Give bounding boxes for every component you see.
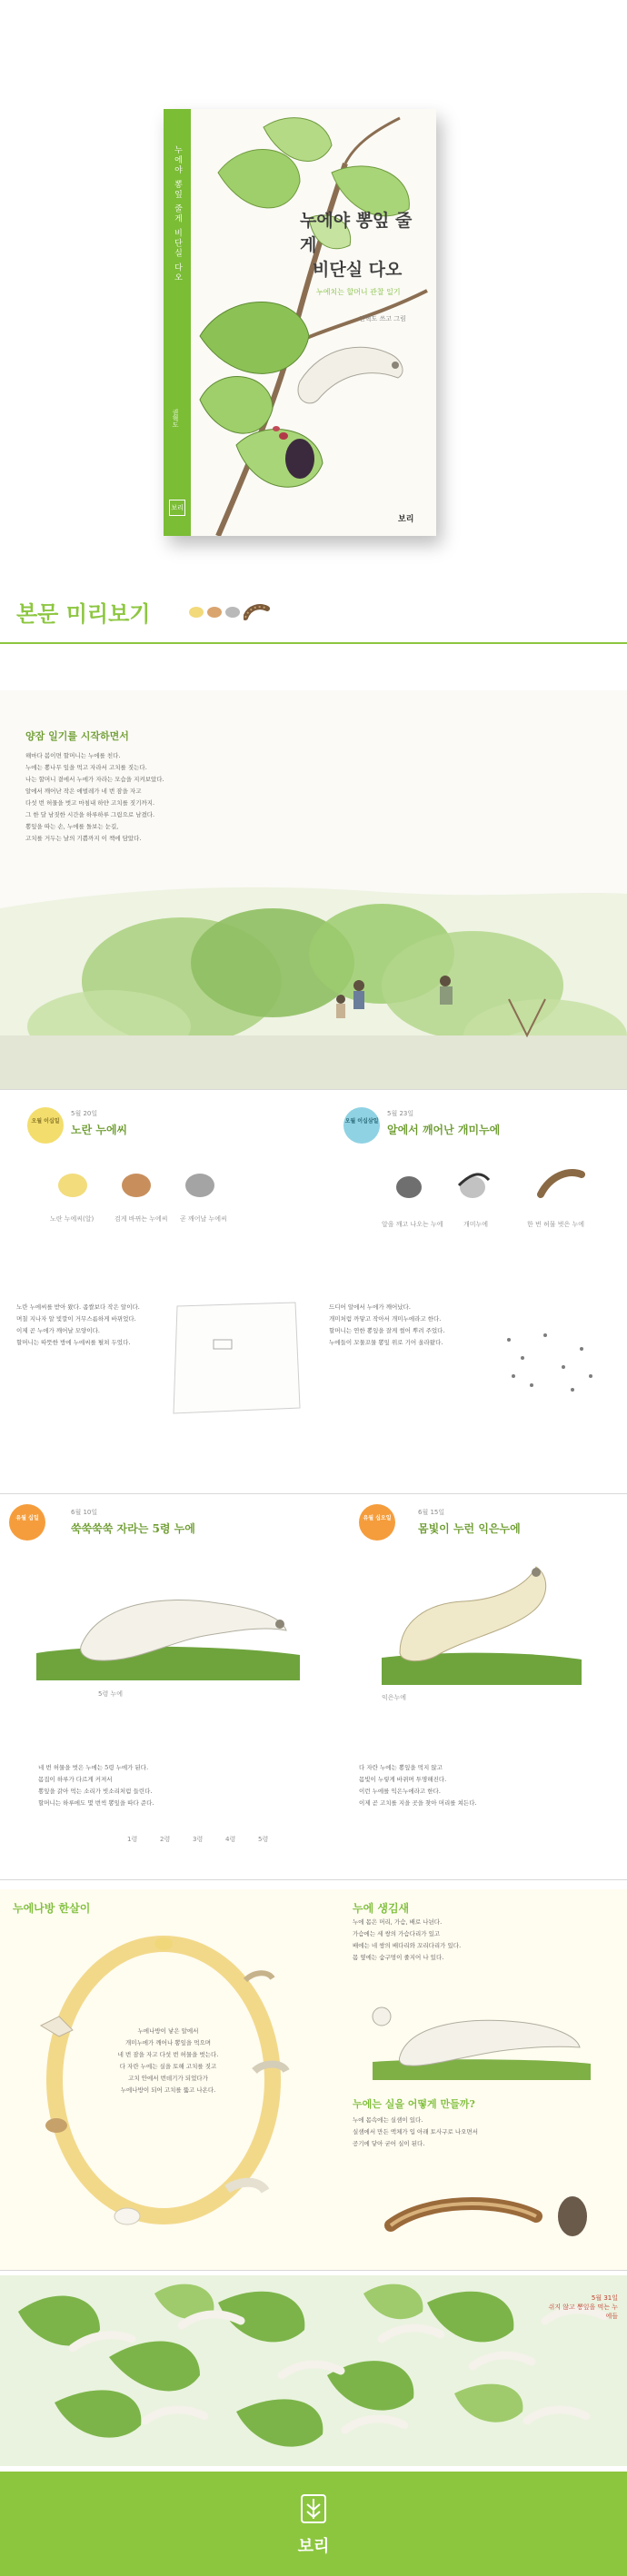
silkworm-anatomy-illustration bbox=[363, 1980, 600, 2080]
instar-size-label: 1령 bbox=[127, 1836, 138, 1843]
spread1-line: 알에서 깨어난 작은 애벌레가 네 번 잠을 자고 bbox=[25, 788, 142, 795]
spread4-left-title: 누에나방 한살이 bbox=[13, 1902, 91, 1915]
body-line: 누에나방이 낳은 알에서 bbox=[137, 2027, 199, 2035]
spread3-right-caption: 익은누에 bbox=[382, 1694, 407, 1701]
body-line: 이제 곧 고치를 지을 곳을 찾아 머리를 쳐든다. bbox=[359, 1799, 477, 1807]
body-line: 몸빛이 누렇게 바뀌며 투명해진다. bbox=[359, 1776, 447, 1783]
spread-fifth-instar bbox=[0, 1499, 627, 1880]
body-line: 몸집이 하루가 다르게 커져서 bbox=[38, 1776, 113, 1783]
larvae-scatter-illustration bbox=[491, 1313, 609, 1412]
spread2-left-title: 노란 누에씨 bbox=[71, 1124, 128, 1136]
book-author: 권혁도 쓰고 그림 bbox=[359, 315, 406, 322]
life-cycle-text bbox=[100, 2026, 236, 2096]
cover-section bbox=[0, 0, 627, 563]
spread2-left-body bbox=[16, 1302, 162, 1349]
book-spine bbox=[164, 109, 191, 536]
body-line: 할머니는 연한 뽕잎을 잘게 썰어 뿌려 주었다. bbox=[329, 1327, 445, 1334]
feeding-tag-caption: 쉬지 않고 뽕잎을 먹는 누에들 bbox=[548, 2304, 618, 2320]
spread1-heading: 양잠 일기를 시작하면서 bbox=[25, 730, 129, 742]
egg-brown-icon bbox=[207, 607, 222, 618]
egg-grey-icon bbox=[225, 607, 240, 618]
instar-size-label: 2령 bbox=[160, 1836, 171, 1843]
body-line: 할머니는 하루에도 몇 번씩 뽕잎을 따다 준다. bbox=[38, 1799, 154, 1807]
silk-gland-illustration bbox=[373, 2162, 600, 2253]
instar-size-label: 4령 bbox=[225, 1836, 236, 1843]
spread4-question-title: 누에는 실을 어떻게 만들까? bbox=[353, 2098, 475, 2110]
spread3-left-body bbox=[38, 1762, 193, 1809]
book-title-line1: 누에야 뽕잎 줄게 bbox=[300, 211, 413, 255]
body-line: 공기에 닿아 굳어 실이 된다. bbox=[353, 2140, 425, 2147]
spread-diary-intro bbox=[0, 690, 627, 1090]
book-title-line2: 비단실 다오 bbox=[313, 260, 403, 280]
spread3-right-date: 6월 15일 bbox=[418, 1509, 445, 1516]
body-line: 할머니는 따뜻한 방에 누에씨를 펼쳐 두었다. bbox=[16, 1339, 131, 1346]
preview-title: 본문 미리보기 bbox=[16, 601, 151, 627]
spread-life-cycle bbox=[0, 1889, 627, 2271]
spread1-line: 해마다 봄이면 할머니는 누에를 친다. bbox=[25, 752, 121, 759]
larva-caption: 알을 깨고 나오는 누에 bbox=[382, 1221, 443, 1228]
spread2-left-date: 5월 20일 bbox=[71, 1110, 98, 1117]
preview-header bbox=[0, 580, 627, 652]
spread3-left-badge: 유월 십일 bbox=[9, 1504, 45, 1541]
spread3-right-title: 몸빛이 누런 익은누에 bbox=[418, 1522, 521, 1535]
body-line: 다 자란 누에는 뽕잎을 먹지 않고 bbox=[359, 1764, 443, 1771]
egg-stages-illustration bbox=[45, 1163, 245, 1208]
larva-caption: 한 번 허물 벗은 누에 bbox=[527, 1221, 584, 1228]
body-line: 가슴에는 세 쌍의 가슴다리가 있고 bbox=[353, 1930, 441, 1937]
body-line: 네 번 잠을 자고 다섯 번 허물을 벗는다. bbox=[117, 2051, 219, 2058]
preview-divider bbox=[0, 642, 627, 644]
egg-yellow-icon bbox=[189, 607, 204, 618]
egg-caption: 검게 바뀌는 누에씨 bbox=[114, 1215, 168, 1223]
publisher-footer bbox=[0, 2472, 627, 2576]
body-line: 개미누에가 깨어나 뽕잎을 먹으며 bbox=[124, 2039, 212, 2046]
spine-publisher-logo: 보리 bbox=[169, 500, 185, 516]
book-title bbox=[300, 209, 427, 282]
fifth-instar-silkworm-illustration bbox=[36, 1553, 300, 1680]
body-line: 실샘에서 만든 액체가 입 아래 토사구로 나오면서 bbox=[353, 2128, 478, 2135]
spread3-left-caption: 5령 누에 bbox=[98, 1690, 123, 1698]
spread1-line: 그 한 달 남짓한 시간을 하루하루 그림으로 남겼다. bbox=[25, 811, 155, 818]
feeding-silkworms-illustration bbox=[0, 2275, 627, 2466]
spread1-line: 뽕잎을 따는 손, 누에를 돌보는 눈길, bbox=[25, 823, 119, 830]
body-line: 몸 옆에는 숨구멍이 줄지어 나 있다. bbox=[353, 1954, 444, 1961]
ripe-silkworm-illustration bbox=[363, 1549, 591, 1685]
silkworm-icon bbox=[244, 601, 271, 621]
egg-caption: 곧 깨어날 누에씨 bbox=[180, 1215, 227, 1223]
spread2-right-date: 5월 23일 bbox=[387, 1110, 414, 1117]
spread3-left-date: 6월 10일 bbox=[71, 1509, 98, 1516]
body-line: 누에들이 꼬물꼬물 뽕잎 위로 기어 올라왔다. bbox=[329, 1339, 443, 1346]
spread4-question-body bbox=[353, 2115, 598, 2150]
spine-author: 권혁도 bbox=[172, 409, 179, 428]
spread4-right-title: 누에 생김새 bbox=[353, 1902, 410, 1915]
book-cover bbox=[164, 109, 436, 536]
feeding-tag bbox=[545, 2294, 618, 2321]
body-line: 고치 안에서 번데기가 되었다가 bbox=[128, 2075, 208, 2082]
book-subtitle: 누에치는 할머니 관찰 일기 bbox=[316, 288, 401, 296]
book-publisher-logo: 보리 bbox=[398, 515, 414, 524]
larva-caption: 개미누에 bbox=[463, 1221, 489, 1228]
mulberry-field-illustration bbox=[0, 827, 627, 1090]
spread1-line: 누에는 뽕나무 잎을 먹고 자라서 고치를 짓는다. bbox=[25, 764, 147, 771]
publisher-name: 보리 bbox=[297, 2537, 330, 2556]
body-line: 누에 몸은 머리, 가슴, 배로 나뉜다. bbox=[353, 1918, 443, 1926]
body-line: 누에 몸속에는 실샘이 있다. bbox=[353, 2116, 423, 2124]
body-line: 배에는 네 쌍의 배다리와 꼬리다리가 있다. bbox=[353, 1942, 462, 1949]
body-line: 노란 누에씨를 받아 왔다. 좁쌀보다 작은 알이다. bbox=[16, 1303, 140, 1311]
spread2-left-badge: 오월 이십일 bbox=[27, 1107, 64, 1144]
egg-paper-illustration bbox=[168, 1299, 304, 1417]
hatching-larvae-illustration bbox=[373, 1158, 600, 1213]
egg-caption: 노란 누에씨(알) bbox=[50, 1215, 95, 1223]
spread-feeding bbox=[0, 2275, 627, 2466]
body-line: 이제 곧 누에가 깨어날 모양이다. bbox=[16, 1327, 100, 1334]
body-line: 네 번 허물을 벗은 누에는 5령 누에가 된다. bbox=[38, 1764, 149, 1771]
body-line: 뽕잎을 갉아 먹는 소리가 빗소리처럼 들린다. bbox=[38, 1788, 153, 1795]
spread-eggs bbox=[0, 1095, 627, 1494]
spread3-right-badge: 유월 십오일 bbox=[359, 1504, 395, 1541]
instar-size-label: 5령 bbox=[258, 1836, 269, 1843]
spread3-left-title: 쑥쑥쑥쑥 자라는 5령 누에 bbox=[71, 1522, 195, 1535]
body-line: 개미처럼 까맣고 작아서 개미누에라고 한다. bbox=[329, 1315, 442, 1323]
body-line: 누에나방이 되어 고치를 뚫고 나온다. bbox=[120, 2086, 216, 2094]
instar-size-label: 3령 bbox=[193, 1836, 204, 1843]
instar-size-row bbox=[127, 1835, 309, 1857]
body-line: 며칠 지나자 알 빛깔이 거무스름하게 바뀌었다. bbox=[16, 1315, 136, 1323]
spread1-line: 고치를 거두는 날의 기쁨까지 이 책에 담았다. bbox=[25, 835, 142, 842]
spread1-line: 다섯 번 허물을 벗고 마침내 하얀 고치를 짓기까지. bbox=[25, 799, 155, 807]
body-line: 다 자란 누에는 실을 토해 고치를 짓고 bbox=[119, 2063, 217, 2070]
spread2-right-badge: 오월 이십삼일 bbox=[343, 1107, 380, 1144]
spread2-right-title: 알에서 깨어난 개미누에 bbox=[387, 1124, 501, 1136]
body-line: 드디어 알에서 누에가 깨어났다. bbox=[329, 1303, 411, 1311]
feeding-tag-date: 5월 31일 bbox=[591, 2294, 618, 2302]
spine-title: 누에야 뽕잎 줄게 비단실 다오 bbox=[173, 145, 182, 283]
spread3-right-body bbox=[359, 1762, 513, 1809]
spread1-line: 나는 할머니 곁에서 누에가 자라는 모습을 지켜보았다. bbox=[25, 776, 164, 783]
spread4-right-body bbox=[353, 1917, 598, 1964]
body-line: 이런 누에를 익은누에라고 한다. bbox=[359, 1788, 441, 1795]
spread2-right-body bbox=[329, 1302, 474, 1349]
